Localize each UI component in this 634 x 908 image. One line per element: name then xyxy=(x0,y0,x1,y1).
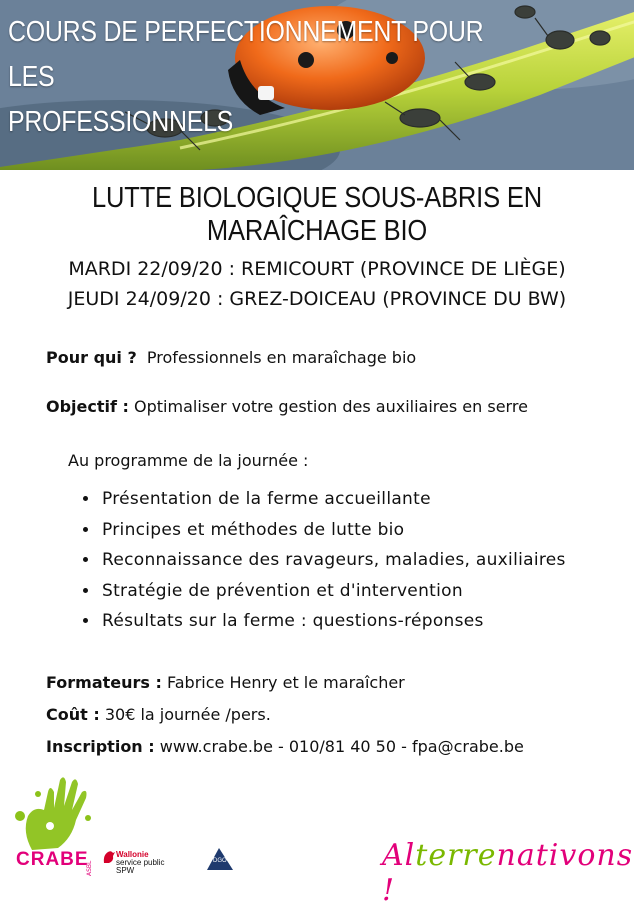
wallonie-logo xyxy=(116,851,164,875)
formateurs-label: Formateurs : xyxy=(46,673,162,692)
cout-label: Coût : xyxy=(46,705,100,724)
dates-block xyxy=(0,254,634,314)
dgo-label: DGO 6 xyxy=(213,858,232,864)
page-title: LUTTE BIOLOGIQUE SOUS-ABRIS EN MARAÎCHAGE BIO xyxy=(92,182,542,247)
hero-title xyxy=(8,10,490,145)
hero-title-line2: PROFESSIONNELS xyxy=(8,106,234,138)
cout-value: 30€ la journée /pers. xyxy=(104,705,271,724)
inscription-value[interactable]: www.crabe.be - 010/81 40 50 - fpa@crabe.be xyxy=(159,737,524,756)
alter-pre: Al xyxy=(382,838,416,873)
cout-line xyxy=(46,705,271,724)
hero-title-line1: COURS DE PERFECTIONNEMENT POUR LES xyxy=(8,16,484,93)
objectif-label: Objectif : xyxy=(46,397,129,416)
formateurs-line xyxy=(46,673,405,692)
pour-qui-value: Professionnels en maraîchage bio xyxy=(146,348,417,367)
asbl-label: ASBL xyxy=(86,860,93,876)
programme-intro: Au programme de la journée : xyxy=(68,451,309,470)
list-item: • Résultats sur la ferme : questions-réponses xyxy=(100,606,566,637)
inscription-line xyxy=(46,737,524,756)
alter-post: nativons ! xyxy=(382,838,634,908)
objectif-line xyxy=(46,397,528,416)
list-item: • Stratégie de prévention et d'intervention xyxy=(100,576,566,607)
alterrenativons-logo xyxy=(382,838,634,908)
wallonie-name: Wallonie xyxy=(116,850,149,859)
crabe-logo-text: CRABE xyxy=(16,849,89,870)
date-grez-doiceau: JEUDI 24/09/20 : GREZ-DOICEAU (PROVINCE DU BW) xyxy=(67,288,567,310)
date-remicourt: MARDI 22/09/20 : REMICOURT (PROVINCE DE LIÈGE) xyxy=(68,258,566,280)
list-item: • Présentation de la ferme accueillante xyxy=(100,484,566,515)
pour-qui-line xyxy=(46,348,416,367)
wallonie-service: service public xyxy=(116,858,165,867)
crabe-hand-logo-icon xyxy=(14,772,94,852)
list-item: • Principes et méthodes de lutte bio xyxy=(100,515,566,546)
alter-mid: terre xyxy=(415,838,497,873)
programme-list xyxy=(58,484,566,637)
inscription-label: Inscription : xyxy=(46,737,155,756)
objectif-value: Optimaliser votre gestion des auxiliaires en serre xyxy=(134,397,528,416)
hero-banner xyxy=(0,0,634,170)
formateurs-value: Fabrice Henry et le maraîcher xyxy=(167,673,405,692)
list-item: • Reconnaissance des ravageurs, maladies, auxiliaires xyxy=(100,545,566,576)
dgo-logo xyxy=(205,846,235,876)
pour-qui-label: Pour qui ? xyxy=(46,348,137,367)
wallonie-rooster-icon xyxy=(102,849,116,865)
wallonie-spw: SPW xyxy=(116,866,135,875)
